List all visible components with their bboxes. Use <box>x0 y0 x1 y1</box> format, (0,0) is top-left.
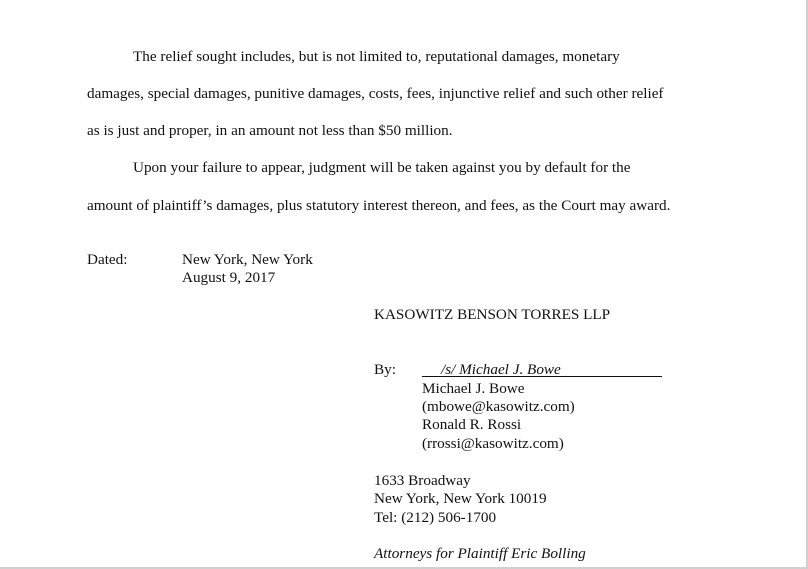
attorney-1-email: (mbowe@kasowitz.com) <box>422 398 575 415</box>
address-street: 1633 Broadway <box>374 472 471 489</box>
signature-line <box>422 376 662 377</box>
paragraph-1-line-3: as is just and proper, in an amount not less than $50 million. <box>87 122 453 139</box>
paragraph-1-line-1: The relief sought includes, but is not limited to, reputational damages, monetary <box>133 48 620 65</box>
attorney-2-email: (rrossi@kasowitz.com) <box>422 435 564 452</box>
address-telephone: Tel: (212) 506-1700 <box>374 509 497 526</box>
dated-place: New York, New York <box>182 251 313 268</box>
paragraph-1-line-2: damages, special damages, punitive damages, costs, fees, injunctive relief and such other relief <box>87 85 664 102</box>
paragraph-2-line-2: amount of plaintiff’s damages, plus statutory interest thereon, and fees, as the Court may award. <box>87 197 671 214</box>
dated-date: August 9, 2017 <box>182 269 276 286</box>
paragraph-2-line-1: Upon your failure to appear, judgment will be taken against you by default for the <box>133 159 631 176</box>
address-city: New York, New York 10019 <box>374 490 547 507</box>
by-label: By: <box>374 361 396 378</box>
dated-label: Dated: <box>87 251 128 268</box>
attorney-1-name: Michael J. Bowe <box>422 380 525 397</box>
firm-name: KASOWITZ BENSON TORRES LLP <box>374 306 611 323</box>
electronic-signature: /s/ Michael J. Bowe <box>441 361 561 378</box>
attorneys-for: Attorneys for Plaintiff Eric Bolling <box>374 545 586 562</box>
attorney-2-name: Ronald R. Rossi <box>422 416 522 433</box>
